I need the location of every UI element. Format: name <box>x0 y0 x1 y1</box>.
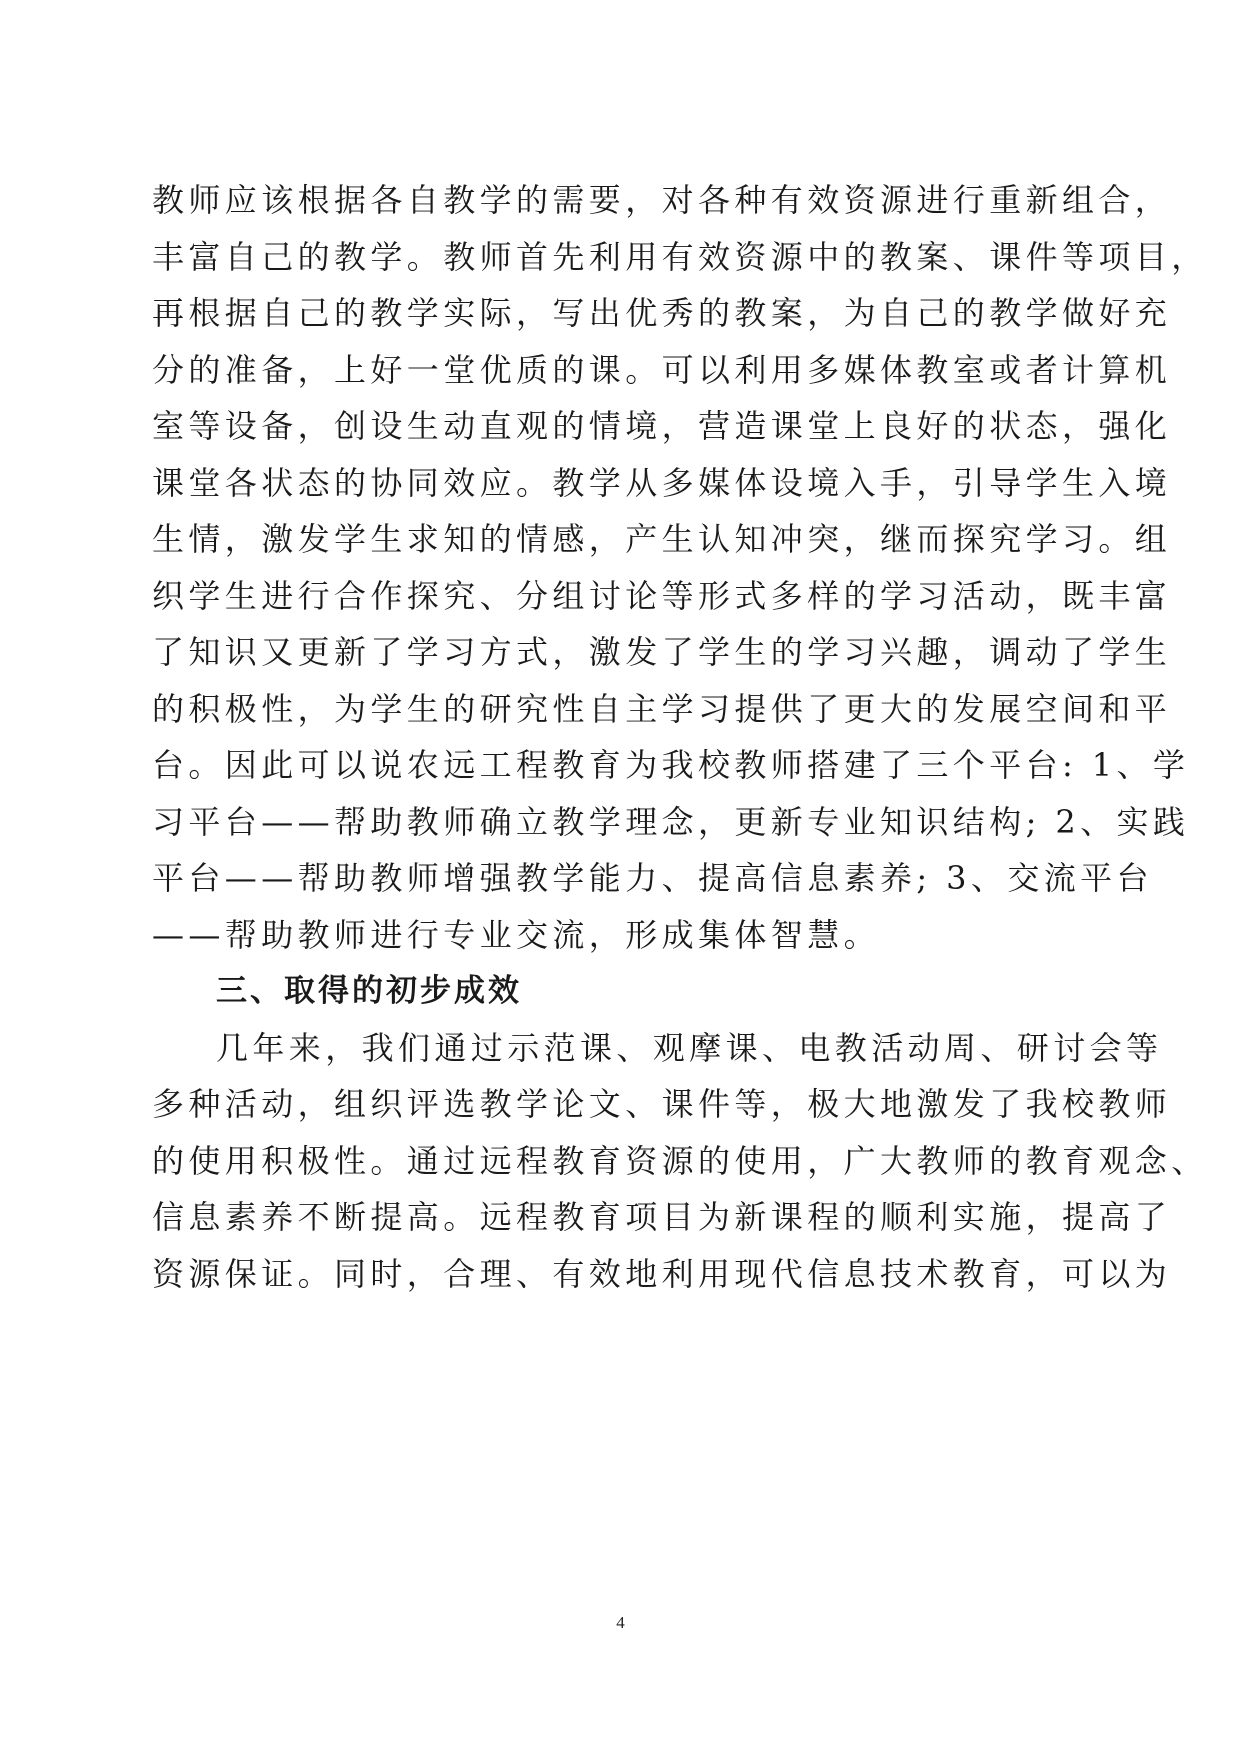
document-body <box>152 172 1208 1302</box>
body-line: 信息素养不断提高。远程教育项目为新课程的顺利实施，提高了 <box>152 1198 1172 1236</box>
body-line: 多种活动，组织评选教学论文、课件等，极大地激发了我校教师 <box>152 1085 1172 1123</box>
body-line: 再根据自己的教学实际，写出优秀的教案，为自己的教学做好充 <box>152 294 1172 332</box>
body-line: 习平台——帮助教师确立教学理念，更新专业知识结构; 2、实践 <box>152 802 1190 841</box>
body-line: 资源保证。同时，合理、有效地利用现代信息技术教育，可以为 <box>152 1254 1172 1293</box>
body-line: 课堂各状态的协同效应。教学从多媒体设境入手，引导学生入境 <box>152 463 1172 502</box>
body-line: ——帮助教师进行专业交流，形成集体智慧。 <box>152 915 881 954</box>
body-line: 的使用积极性。通过远程教育资源的使用，广大教师的教育观念、 <box>152 1141 1208 1180</box>
body-line: 织学生进行合作探究、分组讨论等形式多样的学习活动，既丰富 <box>152 576 1172 615</box>
body-line: 室等设备，创设生动直观的情境，营造课堂上良好的状态，强化 <box>152 407 1172 445</box>
body-line: 分的准备，上好一堂优质的课。可以利用多媒体教室或者计算机 <box>152 350 1172 389</box>
body-line: 几年来，我们通过示范课、观摩课、电教活动周、研讨会等 <box>216 1028 1163 1067</box>
body-line: 台。因此可以说农远工程教育为我校教师搭建了三个平台: 1、学 <box>152 746 1190 784</box>
section-heading: 三、取得的初步成效 <box>216 973 522 1009</box>
body-line: 生情，激发学生求知的情感，产生认知冲突，继而探究学习。组 <box>152 520 1172 558</box>
body-line: 的积极性，为学生的研究性自主学习提供了更大的发展空间和平 <box>152 689 1172 728</box>
page-number: 4 <box>616 1613 625 1632</box>
body-line: 丰富自己的教学。教师首先利用有效资源中的教案、课件等项目， <box>152 237 1208 276</box>
body-line: 平台——帮助教师增强教学能力、提高信息素养; 3、交流平台 <box>152 859 1153 897</box>
body-line: 了知识又更新了学习方式，激发了学生的学习兴趣，调动了学生 <box>152 633 1172 671</box>
body-line: 教师应该根据各自教学的需要，对各种有效资源进行重新组合， <box>152 181 1172 219</box>
